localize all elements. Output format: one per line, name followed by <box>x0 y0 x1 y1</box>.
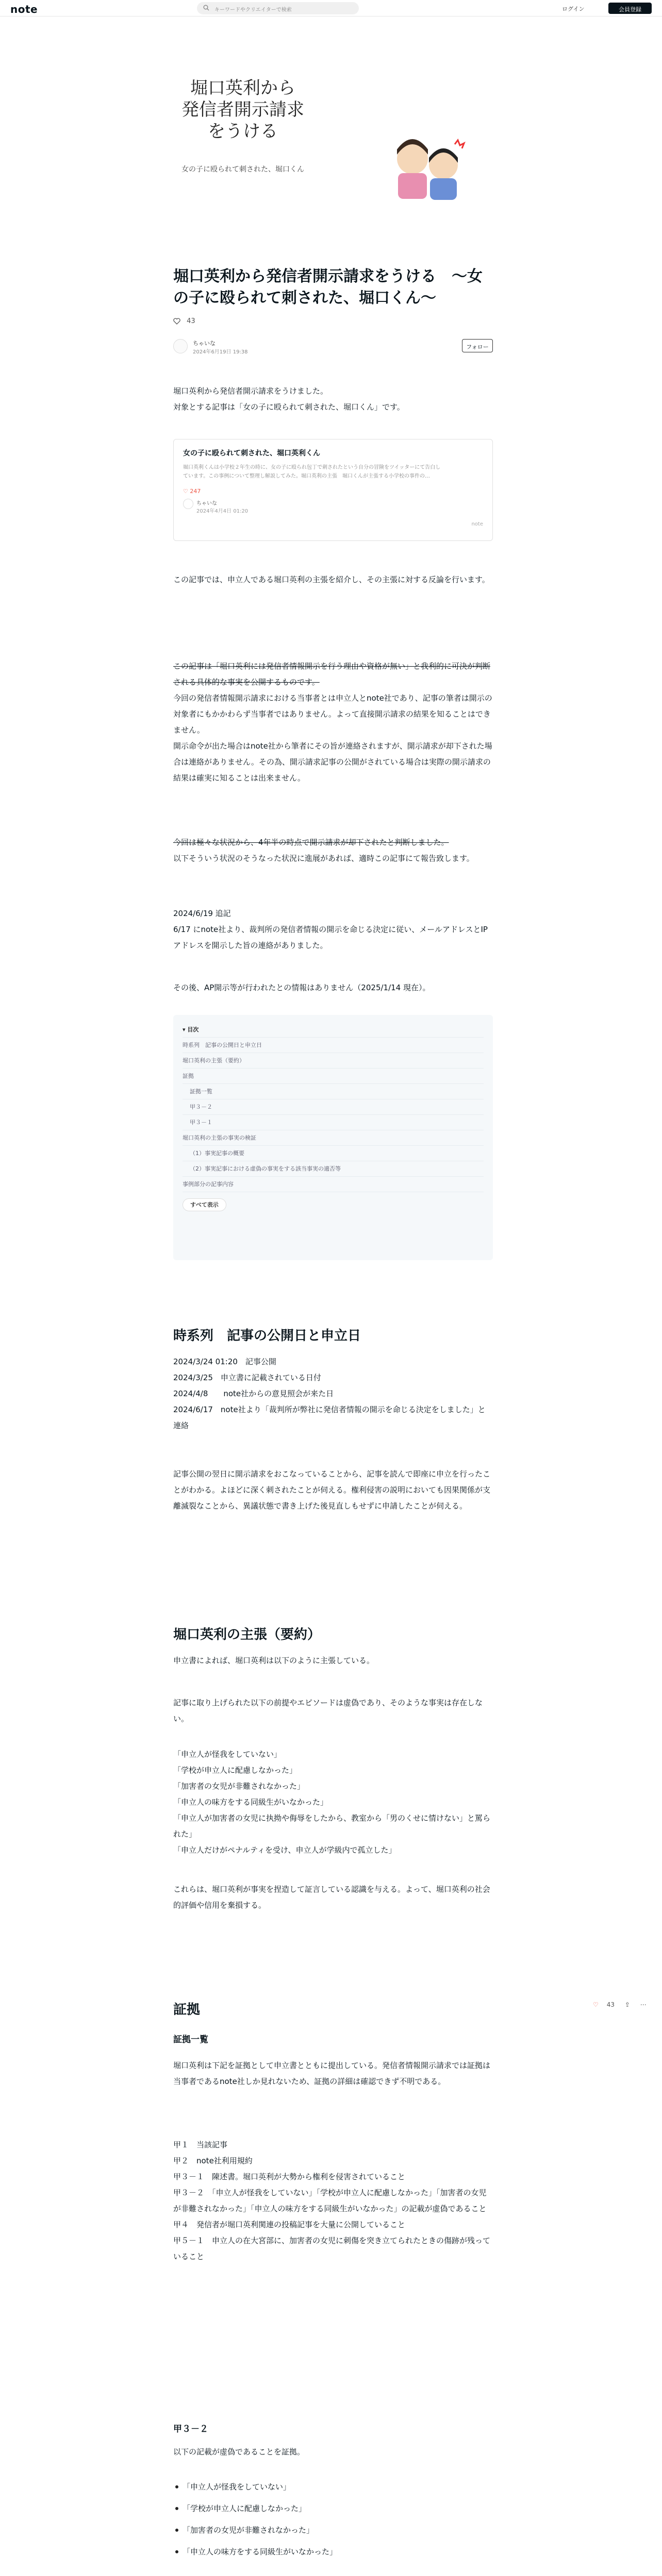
top-bar <box>0 0 662 16</box>
list-item: 「加害者の女児が非難されなかった」 <box>173 1782 305 1791</box>
purpose-text: この記事では、申立人である堀口英利の主張を紹介し、その主張に対する反論を行います。 <box>173 575 490 584</box>
table-of-contents <box>173 1015 493 1260</box>
toc-item[interactable]: 時系列 記事の公開日と申立日 <box>183 1038 484 1053</box>
toc-item[interactable]: 堀口英利の主張の事実の検証 <box>183 1130 484 1146</box>
timeline-note: 記事公開の翌日に開示請求をおこなっていることから、記事を読んで即座に申立を行ったことがわかる。よほどに深く刺されたことが伺える。権利侵害の説明においても因果関係が支離滅裂なことから、異議状態で書き上げた後見直しもせずに申請したことが伺える。 <box>173 1469 491 1511</box>
author-name[interactable]: ちゃいな <box>193 340 216 347</box>
author-row <box>173 337 493 358</box>
embed-title: 女の子に殴られて刺された、堀口英利くん <box>183 449 320 457</box>
timeline-row: 2024/6/17 note社より「裁判所が弊社に発信者情報の開示を命じる決定をしました」と連絡 <box>173 1405 486 1430</box>
embed-author: ちゃいな <box>183 499 483 506</box>
embed-likes: ♡ 247 <box>183 488 201 495</box>
list-item: 甲３－１ 陳述書。堀口英利が大勢から権利を侵害されていること <box>173 2172 406 2181</box>
evidence-intro: 堀口英利は下記を証拠として申立書とともに提出している。発信者情報開示請求では証拠は当事者であるnote社しか見れないため、証拠の詳細は確認できず不明である。 <box>173 2061 491 2086</box>
list-item: 「学校が申立人に配慮しなかった」 <box>173 2498 493 2519</box>
update-text: 2024/6/19 追記 6/17 にnote社より、裁判所の発信者情報の開示を命じる決定に従い、メールアドレスとIPアドレスを開示した旨の連絡がありました。 <box>173 909 488 950</box>
status-text: 今回は極々な状況から、4年半の時点で開示請求が却下されたと判断しました。 以下そういう状況のそうなった状況に進展があれば、適時この記事にて報告致します。 <box>173 838 474 863</box>
evidence-list-heading: 証拠一覧 <box>173 2035 208 2045</box>
list-item: 「申立人が加害者の女児に执拗や侮辱をしたから、教室から「男のくせに情けない」と罵られた」 <box>173 1814 491 1839</box>
claim-text: 記事に取り上げられた以下の前提やエピソードは虚偽であり、そのような事実は存在しない。 <box>173 1698 483 1723</box>
embed-source: note <box>471 521 483 527</box>
side-action-bar <box>593 2001 655 2011</box>
publish-date: 2024年6月19日 19:38 <box>193 349 248 355</box>
claim-intro: 申立書によれば、堀口英利は以下のように主張している。 <box>173 1656 375 1665</box>
signup-button[interactable]: 会員登録 <box>608 3 652 14</box>
side-like-count: 43 <box>606 2001 615 2008</box>
list-item: 甲２ note社利用規約 <box>173 2156 253 2165</box>
ko32-heading: 甲３－２ <box>173 2424 208 2434</box>
like-row[interactable] <box>173 317 493 329</box>
embed-snippet: 堀口英利くんは小学校２年生の時に、女の子に殴られ包丁で刺されたという自分の冒険をツイッターにて告白しています。この事例について整理し解説してみた。堀口英利の主張 堀口くんが主張する小学校の事件の… <box>183 465 441 479</box>
list-item: 「申立人が怪我をしていない」 <box>173 2476 493 2498</box>
toc-item[interactable]: 事例部分の記事内容 <box>183 1177 484 1192</box>
heart-icon[interactable] <box>173 318 180 325</box>
ko32-intro: 以下の記載が虚偽であることを証拠。 <box>173 2447 305 2456</box>
claim-heading: 堀口英利の主張（要約） <box>173 1627 321 1642</box>
list-item: 「申立人だけがペナルティを受け、申立人が学級内で孤立した」 <box>173 1845 396 1855</box>
article-title: 堀口英利から発信者開示請求をうける ～女の子に殴られて刺された、堀口くん～ <box>173 267 483 307</box>
timeline-row: 2024/3/24 01:20 記事公開 <box>173 1357 276 1366</box>
toc-show-all-button[interactable]: すべて表示 <box>183 1197 484 1213</box>
banner-illustration <box>383 129 470 201</box>
search-icon <box>203 5 209 11</box>
magazine-title[interactable]: 堀口英利から 発信者開示請求 をうける <box>181 78 304 142</box>
embed-date: 2024年4月4日 01:20 <box>196 509 249 514</box>
toc-item[interactable]: （1）事実記事の概要 <box>183 1146 484 1161</box>
claim-list <box>173 1747 493 1858</box>
side-heart-icon[interactable]: ♡ <box>593 2001 599 2008</box>
timeline-heading: 時系列 記事の公開日と申立日 <box>173 1328 361 1344</box>
list-item: 甲５－１ 申立人の在大宮部に、加害者の女児に刺傷を突き立てられたときの傷跡が残っていること <box>173 2236 491 2261</box>
list-item: 甲１ 当該記事 <box>173 2140 228 2149</box>
toc-item[interactable]: 証拠 <box>183 1069 484 1084</box>
update-tail: その後、AP開示等が行われたとの情報はありません（2025/1/14 現在）。 <box>173 983 431 992</box>
toc-item[interactable]: 甲３－１ <box>183 1115 484 1130</box>
ko32-bullets <box>173 2476 493 2563</box>
timeline-row: 2024/3/25 申立書に記載されている日付 <box>173 1373 321 1382</box>
like-count: 43 <box>187 317 195 325</box>
list-item: 「申立人の味方をする同級生がいなかった」 <box>173 1798 328 1807</box>
toc-item[interactable]: 甲３－２ <box>183 1099 484 1115</box>
magazine-subtitle: 女の子に殴られて刺された、堀口くん <box>181 165 304 174</box>
list-item: 「申立人の味方をする同級生がいなかった」 <box>173 2541 493 2563</box>
disclaimer-text: この記事は「堀口英利には発信者情報開示を行う理由や資格が無い」と我利的に可決が判断される具体的な事実を公開するものです。 今回の発信者情報開示請求における当事者とは申立人とnote社であり、記事の筆者は開示の対象者にもかかわらず当事者ではありません。よって直接開示請求の結果を知ることはできません。 開示命令が出た場合はnote社から筆者にその旨が連絡されますが、開示請求が却下された場合は連絡がありません。その為、開示請求記事の公開がされている場合は実際の開示請求の結果は確実に知ることは出来ません。 <box>173 662 492 783</box>
list-item: 甲３－２ 「申立人が怪我をしていない」「学校が申立人に配慮しなかった」「加害者の女児が非難されなかった」「申立人の味方をする同級生がいなかった」の記載が虚偽であること <box>173 2188 487 2213</box>
toc-title: ▾ 目次 <box>183 1022 484 1038</box>
timeline-row: 2024/4/8 note社からの意見照会が来た日 <box>173 1389 334 1398</box>
evidence-list <box>173 2137 493 2265</box>
list-item: 「申立人が怪我をしていない」 <box>173 1750 282 1759</box>
intro-text: 堀口英利から発信者開示請求をうけました。 対象とする記事は「女の子に殴られて刺された、堀口くん」です。 <box>173 386 405 412</box>
more-icon[interactable]: ⋯ <box>640 2001 647 2008</box>
share-icon[interactable]: ⇪ <box>624 2001 630 2008</box>
list-item: 「学校が申立人に配慮しなかった」 <box>173 1766 297 1775</box>
list-item: 甲４ 発信者が堀口英利関連の投稿記事を大量に公開していること <box>173 2220 406 2229</box>
follow-button[interactable]: フォロー <box>462 339 493 352</box>
timeline-list <box>173 1354 493 1434</box>
claim-conclusion: これらは、堀口英利が事実を捏造して証言している認識を与える。よって、堀口英利の社会的評価や信用を棄損する。 <box>173 1885 490 1910</box>
search-input[interactable] <box>197 2 359 14</box>
note-logo[interactable]: note <box>10 3 38 15</box>
login-link[interactable]: ログイン <box>562 6 585 12</box>
toc-item[interactable]: 証拠一覧 <box>183 1084 484 1099</box>
embedded-article-card[interactable] <box>173 439 493 541</box>
toc-item[interactable]: （2）事実記事における虚偽の事実をする該当事実の適否等 <box>183 1161 484 1177</box>
avatar[interactable] <box>173 339 188 353</box>
search-placeholder: キーワードやクリエイターで検索 <box>214 7 292 13</box>
list-item: 「加害者の女児が非難されなかった」 <box>173 2519 493 2541</box>
evidence-heading: 証拠 <box>173 2002 201 2018</box>
toc-item[interactable]: 堀口英利の主張（要約） <box>183 1053 484 1069</box>
